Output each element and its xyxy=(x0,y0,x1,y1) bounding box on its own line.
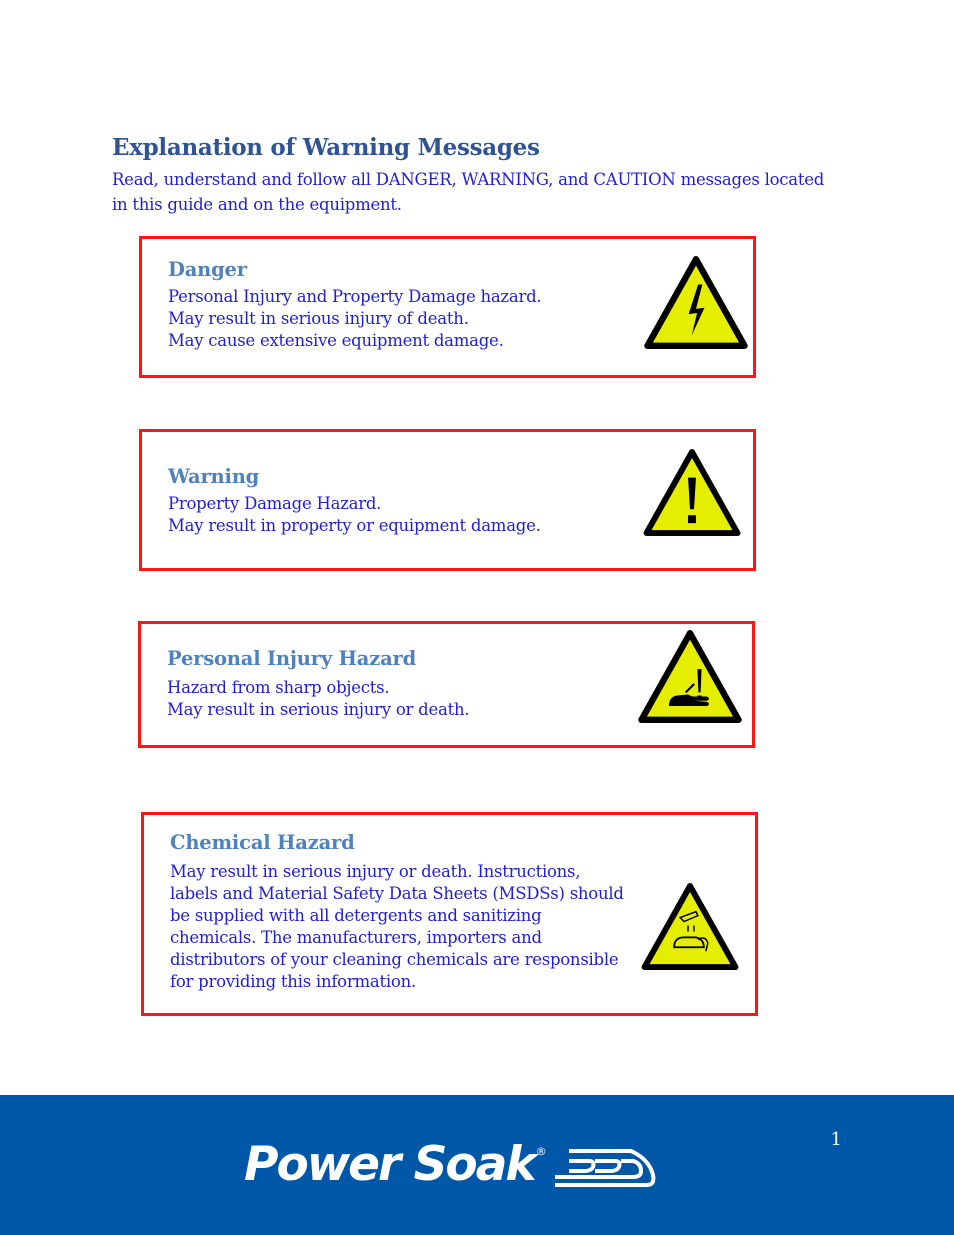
chemical-hazard-heading: Chemical Hazard xyxy=(170,831,355,854)
power-soak-logo xyxy=(244,1139,659,1195)
page-number: 1 xyxy=(830,1129,842,1150)
chemical-hazard-line: chemicals. The manufacturers, importers and xyxy=(170,928,542,947)
personal-injury-box xyxy=(138,621,755,748)
warning-body xyxy=(168,493,541,537)
corrosive-hazard-icon xyxy=(640,882,740,971)
intro-text: Read, understand and follow all DANGER, WARNING, and CAUTION messages located in this guide and on the equipment. xyxy=(112,170,825,214)
danger-line: May cause extensive equipment damage. xyxy=(168,331,504,350)
chemical-hazard-body xyxy=(170,861,624,993)
chemical-hazard-line: labels and Material Safety Data Sheets (MSDSs) should xyxy=(170,884,624,903)
logo-brand-text: Power Soak xyxy=(244,1137,535,1192)
hand-injury-hazard-icon xyxy=(637,629,743,724)
danger-line: Personal Injury and Property Damage hazard. xyxy=(168,287,542,306)
logo-swoosh-icon xyxy=(549,1139,659,1189)
personal-injury-line: May result in serious injury or death. xyxy=(167,700,470,719)
warning-line: Property Damage Hazard. xyxy=(168,494,382,513)
danger-box xyxy=(139,236,756,378)
chemical-hazard-line: May result in serious injury or death. Instructions, xyxy=(170,862,581,881)
personal-injury-line: Hazard from sharp objects. xyxy=(167,678,390,697)
electrical-hazard-icon xyxy=(642,255,750,350)
danger-body xyxy=(168,286,541,352)
page-title: Explanation of Warning Messages xyxy=(112,134,540,161)
footer-bar xyxy=(0,1095,954,1235)
exclamation-warning-icon xyxy=(642,448,742,537)
danger-heading: Danger xyxy=(168,258,247,281)
warning-heading: Warning xyxy=(168,465,260,488)
danger-line: May result in serious injury of death. xyxy=(168,309,469,328)
warning-box xyxy=(139,429,756,571)
chemical-hazard-box xyxy=(141,812,758,1016)
warning-line: May result in property or equipment damage. xyxy=(168,516,541,535)
chemical-hazard-line: distributors of your cleaning chemicals are responsible xyxy=(170,950,619,969)
registered-mark: ® xyxy=(535,1145,547,1158)
chemical-hazard-line: for providing this information. xyxy=(170,972,416,991)
chemical-hazard-line: be supplied with all detergents and sanitizing xyxy=(170,906,542,925)
personal-injury-body xyxy=(167,677,469,721)
personal-injury-heading: Personal Injury Hazard xyxy=(167,647,417,670)
